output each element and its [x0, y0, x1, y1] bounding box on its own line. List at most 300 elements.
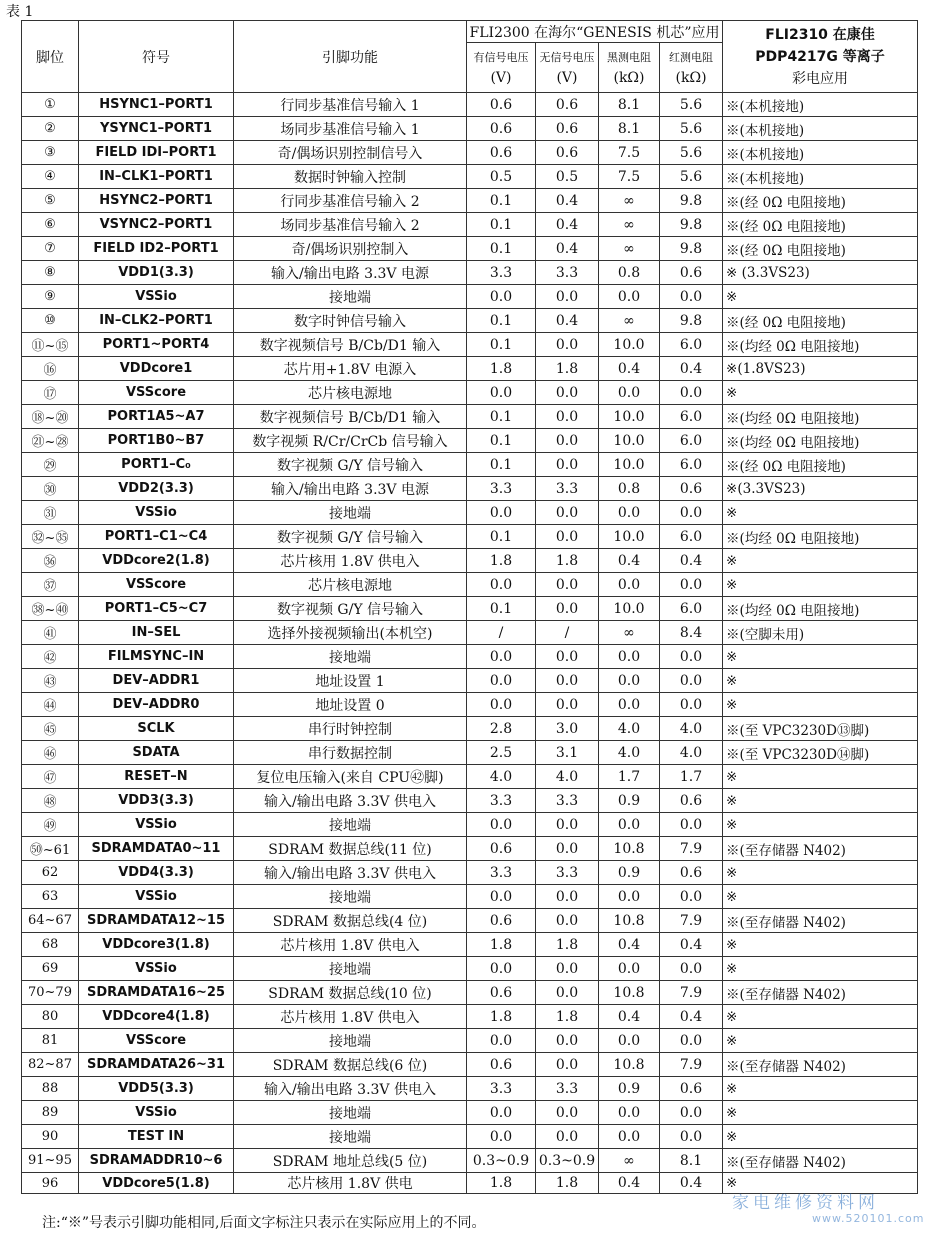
black-resistance-cell: 7.5: [599, 141, 660, 165]
red-resistance-cell: 6.0: [660, 405, 723, 429]
black-resistance-cell: 0.0: [599, 1125, 660, 1149]
symbol-cell: VDD3(3.3): [79, 789, 234, 813]
nosignal-voltage-cell: 1.8: [536, 933, 599, 957]
pin-cell: 68: [22, 933, 79, 957]
red-resistance-cell: 0.4: [660, 1173, 723, 1194]
table-row: [22, 717, 918, 741]
signal-voltage-cell: 3.3: [467, 477, 536, 501]
symbol-cell: FIELD ID2–PORT1: [79, 237, 234, 261]
table-row: [22, 813, 918, 837]
black-resistance-cell: 0.4: [599, 1005, 660, 1029]
function-cell: 输入/输出电路 3.3V 供电入: [234, 861, 467, 885]
black-resistance-cell: 10.0: [599, 525, 660, 549]
function-cell: 芯片核电源地: [234, 381, 467, 405]
nosignal-voltage-cell: 0.0: [536, 1053, 599, 1077]
red-resistance-cell: 7.9: [660, 909, 723, 933]
nosignal-voltage-cell: 0.0: [536, 1101, 599, 1125]
konka-remark-cell: ※: [723, 693, 918, 717]
nosignal-voltage-cell: 4.0: [536, 765, 599, 789]
black-resistance-cell: ∞: [599, 189, 660, 213]
header-function: 引脚功能: [234, 21, 467, 93]
black-resistance-cell: ∞: [599, 621, 660, 645]
red-resistance-cell: 8.4: [660, 621, 723, 645]
black-resistance-cell: 0.0: [599, 957, 660, 981]
signal-voltage-cell: 0.3~0.9: [467, 1149, 536, 1173]
red-resistance-cell: 0.0: [660, 1029, 723, 1053]
pin-cell: 64~67: [22, 909, 79, 933]
nosignal-voltage-cell: 0.6: [536, 93, 599, 117]
red-resistance-cell: 0.6: [660, 477, 723, 501]
konka-remark-cell: ※: [723, 669, 918, 693]
pin-cell: ⑦: [22, 237, 79, 261]
pin-cell: ②: [22, 117, 79, 141]
red-resistance-cell: 5.6: [660, 141, 723, 165]
symbol-cell: PORT1A5~A7: [79, 405, 234, 429]
konka-remark-cell: ※(本机接地): [723, 117, 918, 141]
red-resistance-cell: 4.0: [660, 741, 723, 765]
nosignal-voltage-cell: 0.4: [536, 309, 599, 333]
table-row: [22, 621, 918, 645]
red-resistance-cell: 0.0: [660, 813, 723, 837]
signal-voltage-cell: 1.8: [467, 933, 536, 957]
red-resistance-cell: 6.0: [660, 429, 723, 453]
symbol-cell: VDDcore4(1.8): [79, 1005, 234, 1029]
function-cell: 地址设置 0: [234, 693, 467, 717]
nosignal-voltage-cell: 0.0: [536, 669, 599, 693]
konka-remark-cell: ※: [723, 765, 918, 789]
signal-voltage-cell: 0.1: [467, 525, 536, 549]
konka-remark-cell: ※(经 0Ω 电阻接地): [723, 453, 918, 477]
signal-voltage-cell: 0.6: [467, 909, 536, 933]
pin-cell: ㉙: [22, 453, 79, 477]
black-resistance-cell: 10.0: [599, 405, 660, 429]
nosignal-voltage-cell: 1.8: [536, 549, 599, 573]
nosignal-voltage-cell: 0.0: [536, 885, 599, 909]
nosignal-voltage-cell: 3.3: [536, 261, 599, 285]
symbol-cell: VDDcore3(1.8): [79, 933, 234, 957]
table-row: [22, 237, 918, 261]
konka-remark-cell: ※: [723, 885, 918, 909]
konka-remark-cell: ※(本机接地): [723, 165, 918, 189]
pin-cell: ㊹: [22, 693, 79, 717]
red-resistance-cell: 0.0: [660, 285, 723, 309]
black-resistance-cell: ∞: [599, 1149, 660, 1173]
signal-voltage-cell: 2.8: [467, 717, 536, 741]
table-row: [22, 693, 918, 717]
konka-remark-cell: ※: [723, 549, 918, 573]
pin-cell: ⑪~⑮: [22, 333, 79, 357]
symbol-cell: PORT1~PORT4: [79, 333, 234, 357]
red-resistance-cell: 0.0: [660, 501, 723, 525]
function-cell: 复位电压输入(来自 CPU㊷脚): [234, 765, 467, 789]
function-cell: SDRAM 数据总线(11 位): [234, 837, 467, 861]
red-resistance-cell: 1.7: [660, 765, 723, 789]
signal-voltage-cell: 0.1: [467, 453, 536, 477]
table-row: [22, 285, 918, 309]
red-resistance-cell: 4.0: [660, 717, 723, 741]
black-resistance-cell: 0.9: [599, 789, 660, 813]
red-resistance-cell: 0.0: [660, 645, 723, 669]
konka-remark-cell: ※(均经 0Ω 电阻接地): [723, 525, 918, 549]
table-row: [22, 573, 918, 597]
red-resistance-cell: 0.0: [660, 885, 723, 909]
black-resistance-cell: 0.0: [599, 693, 660, 717]
signal-voltage-cell: 0.6: [467, 141, 536, 165]
table-row: [22, 789, 918, 813]
red-resistance-cell: 7.9: [660, 837, 723, 861]
konka-remark-cell: ※(空脚未用): [723, 621, 918, 645]
symbol-cell: VDDcore1: [79, 357, 234, 381]
table-row: [22, 741, 918, 765]
black-resistance-cell: 4.0: [599, 741, 660, 765]
konka-remark-cell: ※: [723, 933, 918, 957]
function-cell: 输入/输出电路 3.3V 电源: [234, 477, 467, 501]
table-row: [22, 141, 918, 165]
table-row: [22, 1149, 918, 1173]
red-resistance-cell: 0.6: [660, 861, 723, 885]
konka-remark-cell: ※(经 0Ω 电阻接地): [723, 189, 918, 213]
black-resistance-cell: 1.7: [599, 765, 660, 789]
symbol-cell: RESET–N: [79, 765, 234, 789]
footnote: 注:“※”号表示引脚功能相同,后面文字标注只表示在实际应用上的不同。: [42, 1215, 486, 1231]
red-resistance-cell: 0.6: [660, 1077, 723, 1101]
signal-voltage-cell: 0.1: [467, 213, 536, 237]
konka-remark-cell: ※(3.3VS23): [723, 477, 918, 501]
symbol-cell: VDD1(3.3): [79, 261, 234, 285]
nosignal-voltage-cell: 0.0: [536, 1125, 599, 1149]
function-cell: 接地端: [234, 957, 467, 981]
pin-cell: ㊱: [22, 549, 79, 573]
konka-remark-cell: ※: [723, 1077, 918, 1101]
function-cell: 芯片核电源地: [234, 573, 467, 597]
signal-voltage-cell: 0.0: [467, 381, 536, 405]
function-cell: 数字视频 G/Y 信号输入: [234, 597, 467, 621]
konka-remark-cell: ※: [723, 1101, 918, 1125]
red-resistance-cell: 0.0: [660, 573, 723, 597]
pin-cell: 81: [22, 1029, 79, 1053]
function-cell: 接地端: [234, 885, 467, 909]
black-resistance-cell: 0.0: [599, 885, 660, 909]
signal-voltage-cell: 0.6: [467, 837, 536, 861]
table-row: [22, 885, 918, 909]
nosignal-voltage-cell: /: [536, 621, 599, 645]
pin-cell: ⑤: [22, 189, 79, 213]
black-resistance-cell: 0.8: [599, 477, 660, 501]
konka-remark-cell: ※: [723, 501, 918, 525]
pin-cell: ㉜~㉟: [22, 525, 79, 549]
black-resistance-cell: 10.8: [599, 837, 660, 861]
signal-voltage-cell: 0.0: [467, 1101, 536, 1125]
table-row: [22, 117, 918, 141]
pin-cell: ㊻: [22, 741, 79, 765]
watermark-url: www.520101.com: [812, 1212, 925, 1225]
black-resistance-cell: 0.4: [599, 357, 660, 381]
table-row: [22, 861, 918, 885]
table-row: [22, 213, 918, 237]
signal-voltage-cell: 0.5: [467, 165, 536, 189]
function-cell: 芯片用+1.8V 电源入: [234, 357, 467, 381]
signal-voltage-cell: 0.1: [467, 429, 536, 453]
signal-voltage-cell: 0.0: [467, 693, 536, 717]
red-resistance-cell: 8.1: [660, 1149, 723, 1173]
black-resistance-cell: 10.0: [599, 429, 660, 453]
signal-voltage-cell: 0.1: [467, 237, 536, 261]
symbol-cell: SDATA: [79, 741, 234, 765]
nosignal-voltage-cell: 0.0: [536, 597, 599, 621]
symbol-cell: SDRAMDATA16~25: [79, 981, 234, 1005]
signal-voltage-cell: 0.1: [467, 597, 536, 621]
pin-cell: 89: [22, 1101, 79, 1125]
nosignal-voltage-cell: 0.3~0.9: [536, 1149, 599, 1173]
pin-cell: 63: [22, 885, 79, 909]
red-resistance-cell: 0.4: [660, 357, 723, 381]
red-resistance-cell: 6.0: [660, 333, 723, 357]
symbol-cell: TEST IN: [79, 1125, 234, 1149]
pin-cell: ㊽: [22, 789, 79, 813]
red-resistance-cell: 9.8: [660, 189, 723, 213]
pin-cell: 88: [22, 1077, 79, 1101]
table-row: [22, 381, 918, 405]
signal-voltage-cell: 0.6: [467, 117, 536, 141]
function-cell: 数据时钟输入控制: [234, 165, 467, 189]
red-resistance-cell: 7.9: [660, 981, 723, 1005]
function-cell: 行同步基准信号输入 1: [234, 93, 467, 117]
konka-remark-cell: ※: [723, 1173, 918, 1194]
nosignal-voltage-cell: 0.0: [536, 429, 599, 453]
signal-voltage-cell: 0.1: [467, 189, 536, 213]
function-cell: 选择外接视频输出(本机空): [234, 621, 467, 645]
function-cell: 芯片核用 1.8V 供电入: [234, 1005, 467, 1029]
function-cell: 行同步基准信号输入 2: [234, 189, 467, 213]
red-resistance-cell: 0.0: [660, 1101, 723, 1125]
pin-cell: 96: [22, 1173, 79, 1194]
symbol-cell: PORT1B0~B7: [79, 429, 234, 453]
signal-voltage-cell: /: [467, 621, 536, 645]
symbol-cell: VDD5(3.3): [79, 1077, 234, 1101]
black-resistance-cell: 0.4: [599, 933, 660, 957]
konka-remark-cell: ※: [723, 573, 918, 597]
konka-remark-cell: ※: [723, 645, 918, 669]
table-row: [22, 405, 918, 429]
signal-voltage-cell: 0.0: [467, 813, 536, 837]
function-cell: 数字时钟信号输入: [234, 309, 467, 333]
black-resistance-cell: 7.5: [599, 165, 660, 189]
watermark-logo: 家电维修资料网: [732, 1193, 879, 1213]
nosignal-voltage-cell: 1.8: [536, 1005, 599, 1029]
nosignal-voltage-cell: 1.8: [536, 357, 599, 381]
red-resistance-cell: 0.4: [660, 1005, 723, 1029]
pin-cell: ㊼: [22, 765, 79, 789]
signal-voltage-cell: 3.3: [467, 1077, 536, 1101]
nosignal-voltage-cell: 0.0: [536, 837, 599, 861]
nosignal-voltage-cell: 0.0: [536, 381, 599, 405]
function-cell: SDRAM 数据总线(10 位): [234, 981, 467, 1005]
konka-remark-cell: ※(至存储器 N402): [723, 837, 918, 861]
red-resistance-cell: 6.0: [660, 453, 723, 477]
nosignal-voltage-cell: 3.3: [536, 861, 599, 885]
table-row: [22, 1101, 918, 1125]
symbol-cell: VSYNC2–PORT1: [79, 213, 234, 237]
table-row: [22, 453, 918, 477]
signal-voltage-cell: 0.1: [467, 333, 536, 357]
black-resistance-cell: 10.0: [599, 333, 660, 357]
signal-voltage-cell: 0.6: [467, 93, 536, 117]
header-konka-line3: 彩电应用: [792, 70, 849, 87]
red-resistance-cell: 6.0: [660, 597, 723, 621]
nosignal-voltage-cell: 0.0: [536, 573, 599, 597]
black-resistance-cell: ∞: [599, 237, 660, 261]
table-row: [22, 549, 918, 573]
nosignal-voltage-cell: 0.0: [536, 501, 599, 525]
konka-remark-cell: ※(1.8VS23): [723, 357, 918, 381]
table-row: [22, 765, 918, 789]
konka-remark-cell: ※(至存储器 N402): [723, 981, 918, 1005]
nosignal-voltage-cell: 0.0: [536, 981, 599, 1005]
symbol-cell: VSScore: [79, 1029, 234, 1053]
function-cell: 串行时钟控制: [234, 717, 467, 741]
nosignal-voltage-cell: 0.4: [536, 237, 599, 261]
function-cell: SDRAM 地址总线(5 位): [234, 1149, 467, 1173]
konka-remark-cell: ※: [723, 861, 918, 885]
signal-voltage-cell: 1.8: [467, 1173, 536, 1194]
pin-cell: ⑰: [22, 381, 79, 405]
black-resistance-cell: 0.0: [599, 669, 660, 693]
black-resistance-cell: 0.0: [599, 501, 660, 525]
signal-voltage-cell: 0.0: [467, 885, 536, 909]
black-resistance-cell: 10.0: [599, 453, 660, 477]
pin-cell: ㊳~㊵: [22, 597, 79, 621]
header-signal-voltage: 有信号电压 (V): [467, 43, 536, 93]
pin-cell: 62: [22, 861, 79, 885]
symbol-cell: VSSio: [79, 1101, 234, 1125]
pin-cell: ㉚: [22, 477, 79, 501]
signal-voltage-cell: 0.0: [467, 669, 536, 693]
nosignal-voltage-cell: 3.3: [536, 1077, 599, 1101]
black-resistance-cell: 10.8: [599, 981, 660, 1005]
function-cell: 串行数据控制: [234, 741, 467, 765]
table-row: [22, 909, 918, 933]
function-cell: 输入/输出电路 3.3V 供电入: [234, 789, 467, 813]
nosignal-voltage-cell: 0.0: [536, 957, 599, 981]
konka-remark-cell: ※(本机接地): [723, 141, 918, 165]
pin-cell: ㊺: [22, 717, 79, 741]
function-cell: 场同步基准信号输入 1: [234, 117, 467, 141]
black-resistance-cell: 8.1: [599, 93, 660, 117]
pin-cell: ㊲: [22, 573, 79, 597]
konka-remark-cell: ※: [723, 957, 918, 981]
symbol-cell: PORT1–C5~C7: [79, 597, 234, 621]
konka-remark-cell: ※: [723, 1029, 918, 1053]
signal-voltage-cell: 2.5: [467, 741, 536, 765]
nosignal-voltage-cell: 0.5: [536, 165, 599, 189]
konka-remark-cell: ※(均经 0Ω 电阻接地): [723, 429, 918, 453]
function-cell: SDRAM 数据总线(4 位): [234, 909, 467, 933]
nosignal-voltage-cell: 0.6: [536, 141, 599, 165]
header-konka: [723, 21, 918, 93]
pin-cell: ④: [22, 165, 79, 189]
table-row: [22, 165, 918, 189]
function-cell: 输入/输出电路 3.3V 供电入: [234, 1077, 467, 1101]
red-resistance-cell: 0.6: [660, 261, 723, 285]
table-row: [22, 309, 918, 333]
black-resistance-cell: 0.0: [599, 813, 660, 837]
konka-remark-cell: ※(经 0Ω 电阻接地): [723, 213, 918, 237]
pin-cell: ⑱~⑳: [22, 405, 79, 429]
symbol-cell: VSScore: [79, 573, 234, 597]
signal-voltage-cell: 1.8: [467, 549, 536, 573]
black-resistance-cell: 4.0: [599, 717, 660, 741]
konka-remark-cell: ※(至存储器 N402): [723, 1053, 918, 1077]
konka-remark-cell: ※(均经 0Ω 电阻接地): [723, 597, 918, 621]
red-resistance-cell: 0.4: [660, 549, 723, 573]
pin-cell: ㊸: [22, 669, 79, 693]
nosignal-voltage-cell: 0.0: [536, 813, 599, 837]
konka-remark-cell: ※(经 0Ω 电阻接地): [723, 237, 918, 261]
pin-cell: 82~87: [22, 1053, 79, 1077]
header-konka-line1: FLI2310 在康佳: [765, 26, 875, 43]
symbol-cell: HSYNC1–PORT1: [79, 93, 234, 117]
nosignal-voltage-cell: 0.4: [536, 189, 599, 213]
signal-voltage-cell: 0.0: [467, 1029, 536, 1053]
symbol-cell: DEV–ADDR0: [79, 693, 234, 717]
header-red-resistance: 红测电阻 (kΩ): [660, 43, 723, 93]
symbol-cell: PORT1–C1~C4: [79, 525, 234, 549]
black-resistance-cell: ∞: [599, 309, 660, 333]
header-konka-line2: PDP4217G 等离子: [755, 48, 885, 65]
symbol-cell: VDDcore5(1.8): [79, 1173, 234, 1194]
function-cell: SDRAM 数据总线(6 位): [234, 1053, 467, 1077]
konka-remark-cell: ※(均经 0Ω 电阻接地): [723, 405, 918, 429]
signal-voltage-cell: 0.0: [467, 1125, 536, 1149]
pin-cell: ③: [22, 141, 79, 165]
pin-cell: ㊶: [22, 621, 79, 645]
signal-voltage-cell: 1.8: [467, 1005, 536, 1029]
pin-cell: ①: [22, 93, 79, 117]
pin-cell: 70~79: [22, 981, 79, 1005]
black-resistance-cell: 0.0: [599, 285, 660, 309]
black-resistance-cell: 0.0: [599, 381, 660, 405]
pin-cell: ㊿~61: [22, 837, 79, 861]
table-row: [22, 477, 918, 501]
nosignal-voltage-cell: 3.0: [536, 717, 599, 741]
symbol-cell: FIELD IDI–PORT1: [79, 141, 234, 165]
konka-remark-cell: ※: [723, 1125, 918, 1149]
konka-remark-cell: ※: [723, 1005, 918, 1029]
signal-voltage-cell: 4.0: [467, 765, 536, 789]
function-cell: 数字视频信号 B/Cb/D1 输入: [234, 333, 467, 357]
red-resistance-cell: 0.0: [660, 693, 723, 717]
table-row: [22, 645, 918, 669]
function-cell: 芯片核用 1.8V 供电: [234, 1173, 467, 1194]
signal-voltage-cell: 0.0: [467, 957, 536, 981]
red-resistance-cell: 0.6: [660, 789, 723, 813]
table-row: [22, 933, 918, 957]
black-resistance-cell: 0.9: [599, 1077, 660, 1101]
signal-voltage-cell: 0.0: [467, 285, 536, 309]
function-cell: 接地端: [234, 1029, 467, 1053]
pin-cell: ㉛: [22, 501, 79, 525]
konka-remark-cell: ※(均经 0Ω 电阻接地): [723, 333, 918, 357]
black-resistance-cell: 0.4: [599, 549, 660, 573]
nosignal-voltage-cell: 0.0: [536, 645, 599, 669]
function-cell: 接地端: [234, 285, 467, 309]
nosignal-voltage-cell: 0.0: [536, 1029, 599, 1053]
black-resistance-cell: 0.0: [599, 1029, 660, 1053]
symbol-cell: YSYNC1–PORT1: [79, 117, 234, 141]
red-resistance-cell: 5.6: [660, 117, 723, 141]
nosignal-voltage-cell: 0.0: [536, 453, 599, 477]
table-row: [22, 837, 918, 861]
